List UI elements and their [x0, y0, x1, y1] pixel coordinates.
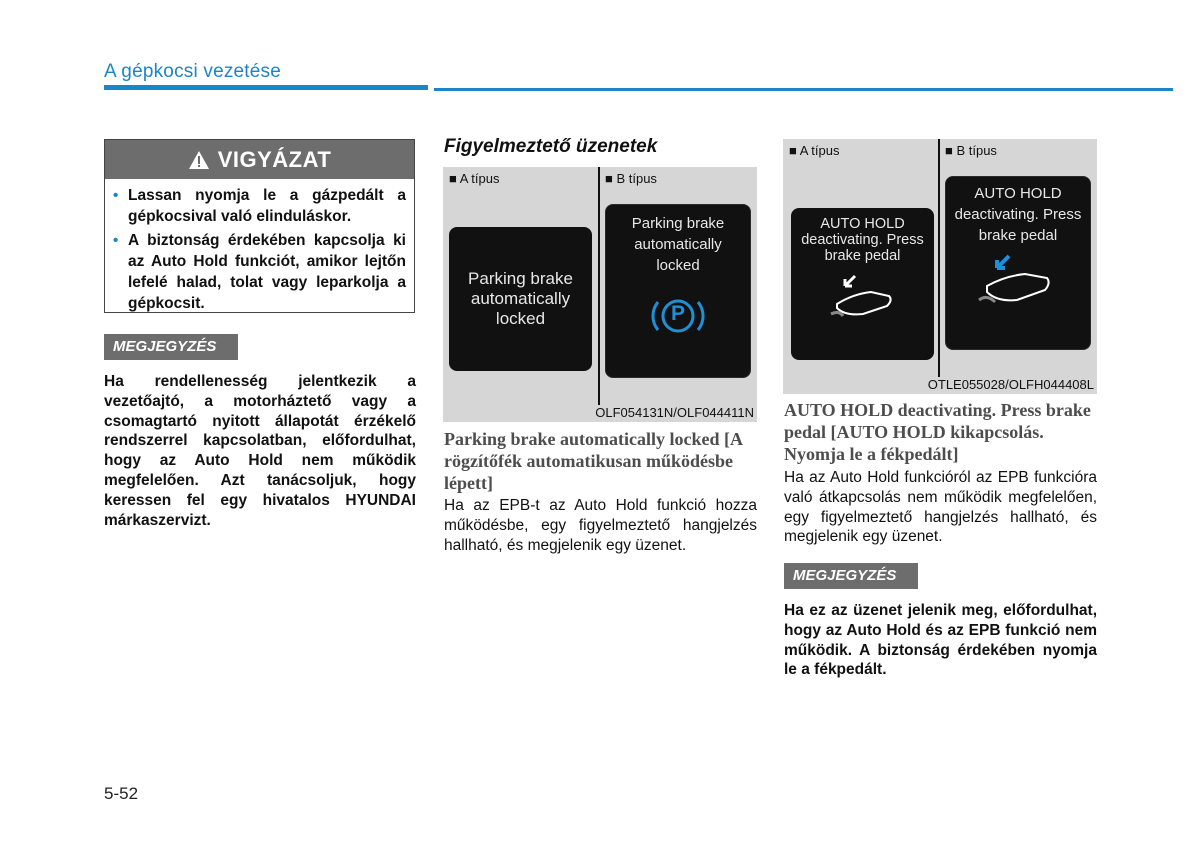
message-text-auto-hold: Ha az Auto Hold funkcióról az EPB funkcióra való átkapcsolás nem működik megfelelően, egy figyelmeztető hangjelzés hallható, és megjelenik egy üzenet.: [784, 469, 1097, 546]
figure-divider: [938, 139, 940, 377]
note-label: MEGJEGYZÉS: [104, 334, 238, 360]
brake-pedal-icon: [823, 270, 903, 330]
figure-label-b: ■ B típus: [945, 143, 997, 158]
screen-a-text: Parking brake automatically locked: [468, 269, 573, 328]
screen-b-auto-hold: [945, 176, 1091, 350]
epb-indicator-letter: P: [670, 302, 685, 325]
warning-triangle-icon: [188, 150, 210, 170]
screen-a-auto-hold: [791, 208, 934, 360]
caution-list: [105, 179, 414, 314]
caution-box: [104, 139, 415, 313]
figure-divider: [598, 167, 600, 405]
brake-pedal-icon: [973, 250, 1063, 316]
header-rule-right: [434, 88, 1173, 91]
caution-item: • Lassan nyomja le a gázpedált a gépkocsival való elinduláskor.: [113, 185, 406, 227]
screen-b-text: AUTO HOLD deactivating. Press brake pedal: [954, 185, 1082, 244]
screen-a-text: AUTO HOLD deactivating. Press brake pedal: [801, 216, 924, 264]
caution-item: • A biztonság érdekében kapcsolja ki az Auto Hold funkciót, amikor lejtőn lefelé halad, tolat vagy leparkolja a gépkocsit.: [113, 230, 406, 314]
figure-label-a: ■ A típus: [789, 143, 840, 158]
screen-b-parking-brake: [605, 204, 751, 378]
figure-label-a: ■ A típus: [449, 171, 500, 186]
caution-header: [105, 140, 414, 179]
message-title-auto-hold: AUTO HOLD deactivating. Press brake pedal [AUTO HOLD kikapcsolás. Nyomja le a fékpedált]: [784, 400, 1091, 464]
screen-a-parking-brake: [449, 227, 592, 371]
epb-indicator-icon: [648, 292, 708, 340]
caution-title: VIGYÁZAT: [217, 146, 332, 172]
message-text-parking-brake: Ha az EPB-t az Auto Hold funkció hozza működésbe, egy figyelmeztető hangjelzés hallható, és megjelenik egy üzenet.: [444, 497, 757, 554]
figure-auto-hold: [783, 139, 1097, 394]
figure-label-b: ■ B típus: [605, 171, 657, 186]
figure-parking-brake: [443, 167, 757, 422]
header-rule-left: [104, 85, 428, 90]
message-title-parking-brake: Parking brake automatically locked [A rögzítőfék automatikusan működésbe lépett]: [444, 429, 742, 493]
screen-b-text: Parking brake automatically locked: [631, 215, 725, 274]
page-number: 5-52: [104, 784, 139, 803]
figure-code: OTLE055028/OLFH044408L: [927, 377, 1094, 392]
figure-code: OLF054131N/OLF044411N: [595, 405, 754, 420]
note-text: Ha rendellenesség jelentkezik a vezetőajtó, a motorháztető vagy a csomagtartó nyitott állapotát érzékelő rendszerrel kapcsolatban, előfordulhat, hogy az Auto Hold nem működik megfelelően. Azt tanácsoljuk, hogy keressen fel egy hivatalos HYUNDAI márkaszervizt.: [104, 373, 416, 529]
section-title: A gépkocsi vezetése: [104, 61, 282, 82]
warning-messages-heading: Figyelmeztető üzenetek: [444, 136, 658, 157]
note-label: MEGJEGYZÉS: [784, 563, 918, 589]
note-text: Ha ez az üzenet jelenik meg, előfordulhat, hogy az Auto Hold és az EPB funkció nem működik. A biztonság érdekében nyomja le a fékpedált.: [784, 602, 1097, 679]
